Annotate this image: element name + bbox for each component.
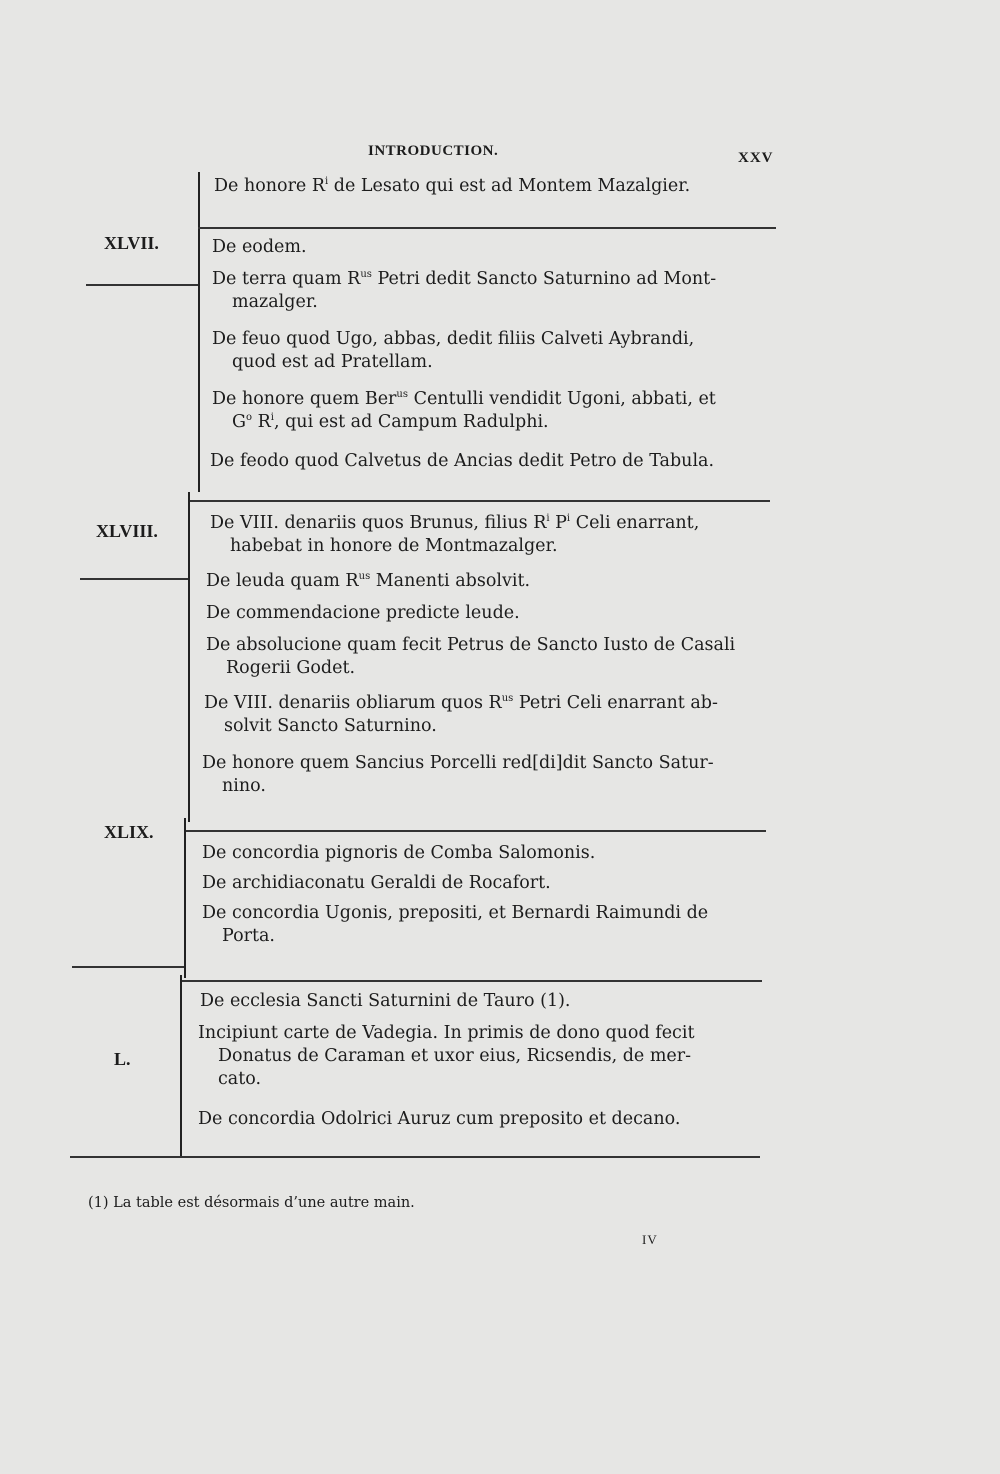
toc-entry [198, 1022, 695, 1091]
toc-entry [202, 902, 708, 948]
entry-text: De absolucione quam fecit Petrus de Sancto Iusto de Casali [206, 635, 736, 655]
entry-text: De honore quem Sancius Porcelli red[di]dit Sancto Satur- [202, 753, 714, 773]
section-rule [198, 227, 776, 229]
entry-text: De honore quem Ber$^{us}$ Centulli vendidit Ugoni, abbati, et [212, 389, 716, 409]
superscript-abbrev: i [270, 412, 274, 423]
toc-entry [204, 692, 718, 738]
entry-continuation: Rogerii Godet. [226, 658, 356, 678]
entry-continuation: Porta. [222, 926, 275, 946]
superscript-abbrev: o [245, 412, 253, 423]
superscript-abbrev: i [325, 176, 329, 187]
entry-text: Incipiunt carte de Vadegia. In primis de dono quod fecit [198, 1023, 695, 1043]
toc-entry [214, 175, 690, 198]
entry-text: De leuda quam $R^{us}$ Manenti absolvit. [206, 571, 531, 591]
entry-text: De concordia Ugonis, prepositi, et Bernardi Raimundi de [202, 903, 709, 923]
entry-continuation: mazalger. [232, 292, 318, 312]
running-header-title: INTRODUCTION. [368, 143, 499, 159]
entry-text: De VIII. denariis quos Brunus, filius $R^i$ $P^i$ Celi enarrant, [210, 513, 700, 533]
superscript-abbrev: us [501, 693, 514, 704]
entry-text: De feuo quod Ugo, abbas, dedit filiis Calveti Aybrandi, [212, 329, 695, 349]
section-rule [190, 500, 770, 502]
column-rule [184, 818, 186, 978]
toc-entry [206, 634, 735, 680]
section-number: XLVIII. [96, 521, 158, 541]
toc-entry [212, 268, 716, 314]
section-rule [182, 980, 762, 982]
entry-text: De archidiaconatu Geraldi de Rocafort. [202, 873, 551, 893]
signature-mark: IV [642, 1232, 658, 1247]
number-rule [72, 966, 184, 968]
entry-text: De concordia Odolrici Auruz cum preposito et decano. [198, 1109, 681, 1129]
toc-entry [200, 990, 570, 1013]
toc-entry [198, 1108, 680, 1131]
number-rule [80, 578, 188, 580]
entry-text: De feodo quod Calvetus de Ancias dedit Petro de Tabula. [210, 451, 715, 471]
column-rule [188, 492, 190, 822]
toc-entry [212, 236, 307, 259]
entry-continuation: Donatus de Caraman et uxor eius, Ricsendis, de mer- [218, 1046, 692, 1066]
entry-text: De eodem. [212, 237, 307, 257]
superscript-abbrev: i [566, 513, 571, 524]
column-rule [180, 975, 182, 1158]
toc-entry [206, 602, 520, 625]
section-number: XLIX. [104, 822, 154, 842]
section-number: XLVII. [104, 233, 159, 253]
toc-entry [202, 842, 595, 865]
toc-entry [206, 570, 530, 593]
toc-entry [212, 388, 716, 434]
entry-continuation: cato. [218, 1069, 262, 1089]
entry-text: De ecclesia Sancti Saturnini de Tauro (1). [200, 991, 571, 1011]
entry-text: De honore $R^i$ de Lesato qui est ad Montem Mazalgier. [214, 176, 691, 196]
footnote: (1) La table est désormais d’une autre main. [88, 1195, 415, 1211]
entry-text: De VIII. denariis obliarum quos $R^{us}$ Petri Celi enarrant ab- [204, 693, 718, 713]
entry-continuation: solvit Sancto Saturnino. [224, 716, 437, 736]
superscript-abbrev: us [396, 389, 408, 400]
toc-entry [210, 512, 699, 558]
superscript-abbrev: us [360, 269, 372, 280]
superscript-abbrev: us [358, 571, 371, 582]
entry-text: De commendacione predicte leude. [206, 603, 520, 623]
entry-text: De terra quam $R^{us}$ Petri dedit Sancto Saturnino ad Mont- [212, 269, 717, 289]
entry-continuation: $G^o$ $R^i$, qui est ad Campum Radulphi. [232, 412, 549, 432]
column-rule [198, 172, 200, 492]
section-rule [186, 830, 766, 832]
section-number: L. [114, 1049, 131, 1069]
page-number: XXV [738, 150, 774, 166]
entry-text: De concordia pignoris de Comba Salomonis. [202, 843, 596, 863]
toc-entry [212, 328, 694, 374]
toc-entry [202, 872, 551, 895]
section-rule [70, 1156, 760, 1158]
entry-continuation: nino. [222, 776, 266, 796]
superscript-abbrev: i [546, 513, 550, 524]
toc-entry [210, 450, 714, 473]
number-rule [86, 284, 198, 286]
entry-continuation: habebat in honore de Montmazalger. [230, 536, 558, 556]
entry-continuation: quod est ad Pratellam. [232, 352, 433, 372]
toc-entry [202, 752, 714, 798]
